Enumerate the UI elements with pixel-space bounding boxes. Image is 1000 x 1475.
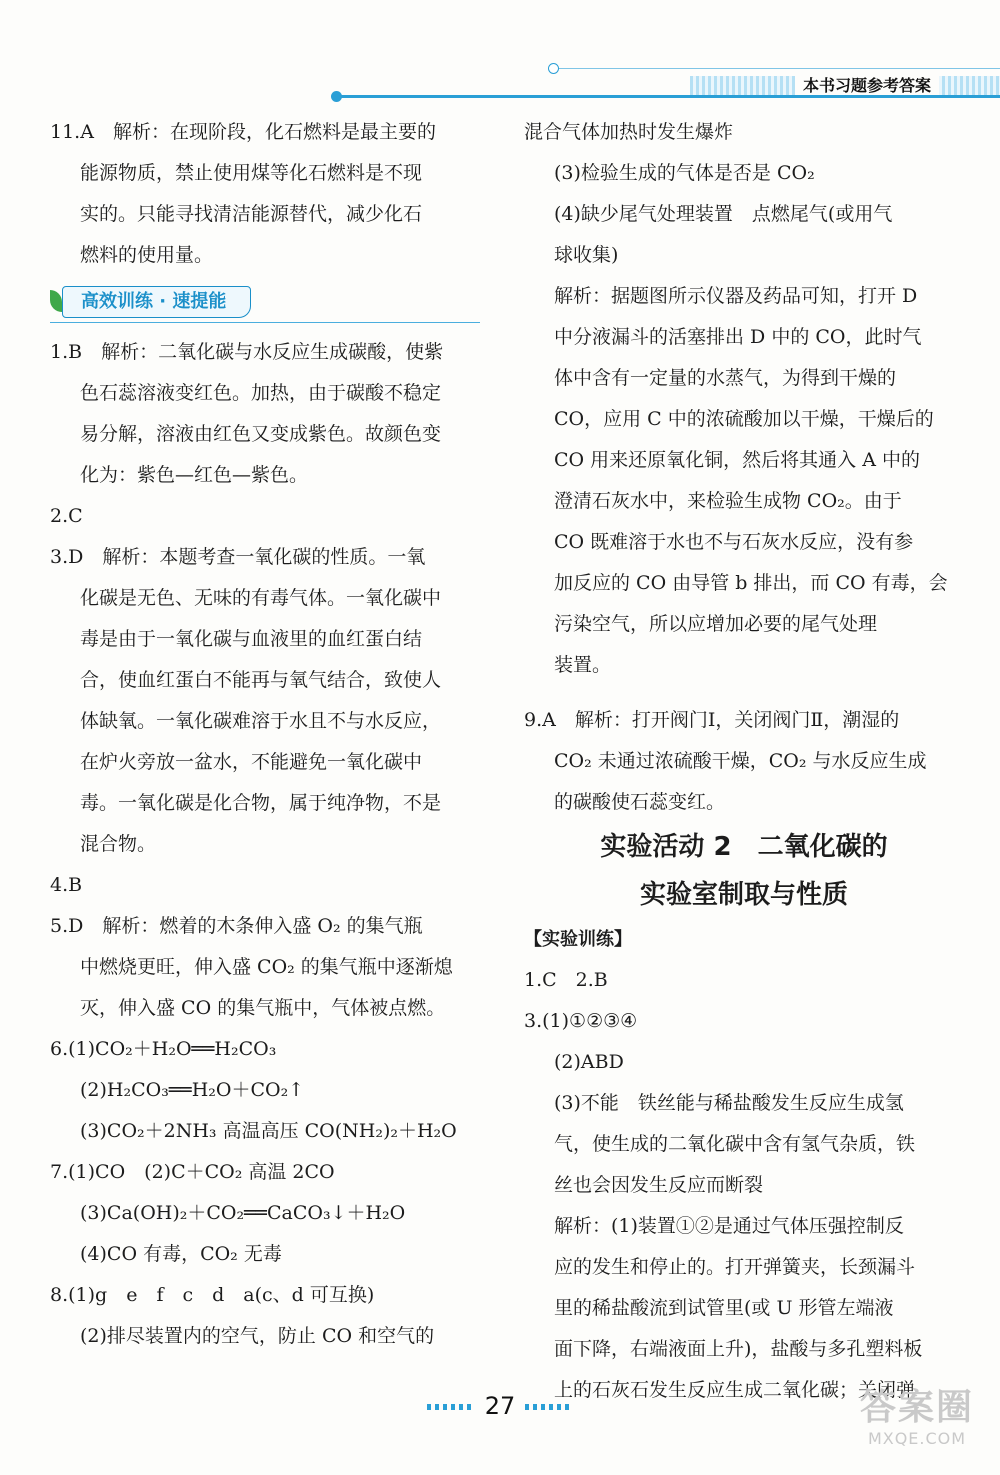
watermark-text: 答案圈 [859, 1387, 974, 1428]
text-line: 丝也会因发生反应而断裂 [554, 1174, 764, 1196]
text-line: 污染空气，所以应增加必要的尾气处理 [554, 613, 878, 635]
text-line: 毒是由于一氧化碳与血液里的血红蛋白结 [80, 628, 423, 650]
text-line: CO 既难溶于水也不与石灰水反应，没有参 [554, 531, 914, 553]
text-line: (2)H₂CO₃══H₂O＋CO₂↑ [80, 1079, 305, 1101]
section-badge-block [50, 276, 482, 332]
text-line: 7.(1)CO (2)C＋CO₂ 高温 2CO [50, 1161, 335, 1183]
dots-ornament-left [427, 1404, 475, 1410]
text-line: 解析：(1)装置①②是通过气体压强控制反 [554, 1215, 904, 1237]
text-line: 11.A 解析：在现阶段，化石燃料是最主要的 [50, 121, 436, 143]
header-thin-rule [548, 68, 1000, 69]
text-line: 色石蕊溶液变红色。加热，由于碳酸不稳定 [80, 382, 442, 404]
text-line: 毒。一氧化碳是化合物，属于纯净物，不是 [80, 792, 442, 814]
text-line: 易分解，溶液由红色又变成紫色。故颜色变 [80, 423, 442, 445]
text-line: CO₂ 未通过浓硫酸干燥，CO₂ 与水反应生成 [554, 750, 927, 772]
text-line: 混合物。 [80, 833, 157, 855]
text-line: 中燃烧更旺，伸入盛 CO₂ 的集气瓶中逐渐熄 [80, 956, 453, 978]
header-rule [335, 95, 1000, 98]
text-line: 1.C 2.B [524, 969, 608, 991]
header-dot [331, 91, 342, 102]
text-line: 4.B [50, 874, 83, 896]
text-line: 化碳是无色、无味的有毒气体。一氧化碳中 [80, 587, 442, 609]
text-line: 体缺氧。一氧化碳难溶于水且不与水反应， [80, 710, 442, 732]
text-line: (3)不能 铁丝能与稀盐酸发生反应生成氢 [554, 1092, 904, 1114]
experiment-answers [524, 960, 964, 1411]
text-line: 澄清石灰水中，来检验生成物 CO₂。由于 [554, 490, 902, 512]
left-column [50, 112, 482, 1357]
text-line: 化为：紫色—红色—紫色。 [80, 464, 309, 486]
text-line: 合，使血红蛋白不能再与氧气结合，致使人 [80, 669, 442, 691]
answer-9 [524, 700, 964, 823]
text-line: 球收集) [554, 244, 619, 266]
header-circle-ornament [548, 63, 559, 74]
section-title-line-2: 实验室制取与性质 [639, 880, 848, 910]
text-line: 的碳酸使石蕊变红。 [554, 791, 726, 813]
text-line: 上的石灰石发生反应生成二氧化碳；关闭弹 [554, 1379, 916, 1401]
text-line: 混合气体加热时发生爆炸 [524, 121, 734, 143]
text-line: 加反应的 CO 由导管 b 排出，而 CO 有毒，会 [554, 572, 948, 594]
text-line: 5.D 解析：燃着的木条伸入盛 O₂ 的集气瓶 [50, 915, 423, 937]
text-line: 灭，伸入盛 CO 的集气瓶中，气体被点燃。 [80, 997, 446, 1019]
text-line: 2.C [50, 505, 83, 527]
watermark [842, 1387, 992, 1457]
text-line: (4)CO 有毒，CO₂ 无毒 [80, 1243, 282, 1265]
text-line: (2)排尽装置内的空气，防止 CO 和空气的 [80, 1325, 435, 1347]
text-line: 8.(1)g e f c d a(c、d 可互换) [50, 1284, 375, 1306]
text-line: 9.A 解析：打开阀门Ⅰ，关闭阀门Ⅱ，潮湿的 [524, 709, 900, 731]
leaf-icon [50, 290, 62, 312]
badge-underline [50, 322, 480, 323]
text-line: 里的稀盐酸流到试管里(或 U 形管左端液 [554, 1297, 894, 1319]
page-number-text: 27 [484, 1392, 516, 1420]
right-column [524, 112, 964, 1411]
text-line: 解析：据题图所示仪器及药品可知，打开 D [554, 285, 918, 307]
text-line: 体中含有一定量的水蒸气，为得到干燥的 [554, 367, 897, 389]
text-line: 装置。 [554, 654, 612, 676]
text-line: 3.D 解析：本题考查一氧化碳的性质。一氧 [50, 546, 426, 568]
text-line: (4)缺少尾气处理装置 点燃尾气(或用气 [554, 203, 893, 225]
text-line: CO 用来还原氧化铜，然后将其通入 A 中的 [554, 449, 920, 471]
section-title-line-1: 实验活动 2 二氧化碳的 [600, 832, 888, 862]
text-line: CO，应用 C 中的浓硫酸加以干燥，干燥后的 [554, 408, 934, 430]
text-line: 3.(1)①②③④ [524, 1010, 638, 1032]
text-line: 在炉火旁放一盆水，不能避免一氧化碳中 [80, 751, 423, 773]
dots-ornament-right [525, 1404, 573, 1410]
header-title: 本书习题参考答案 [795, 75, 939, 97]
text-line: 燃料的使用量。 [80, 244, 214, 266]
text-line: 6.(1)CO₂＋H₂O══H₂CO₃ [50, 1038, 277, 1060]
text-line: 应的发生和停止的。打开弹簧夹，长颈漏斗 [554, 1256, 916, 1278]
text-line: (2)ABD [554, 1051, 624, 1073]
text-line: (3)检验生成的气体是否是 CO₂ [554, 162, 815, 184]
text-line: 面下降，右端液面上升)，盐酸与多孔塑料板 [554, 1338, 923, 1360]
bracket-label: 【实验训练】 [524, 929, 632, 950]
text-line: (3)Ca(OH)₂＋CO₂══CaCO₃↓＋H₂O [80, 1202, 406, 1224]
answer-8-continued [524, 112, 964, 686]
watermark-url: MXQE.COM [867, 1429, 967, 1448]
answers-list [50, 332, 482, 1357]
answer-11 [50, 112, 482, 276]
text-line: 能源物质，禁止使用煤等化石燃料是不现 [80, 162, 423, 184]
text-line: 1.B 解析：二氧化碳与水反应生成碳酸，使紫 [50, 341, 444, 363]
text-line: 气，使生成的二氧化碳中含有氢气杂质，铁 [554, 1133, 916, 1155]
section-badge: 高效训练 · 速提能 [62, 286, 251, 318]
text-line: 中分液漏斗的活塞排出 D 中的 CO，此时气 [554, 326, 922, 348]
text-line: (3)CO₂＋2NH₃ 高温高压 CO(NH₂)₂＋H₂O [80, 1120, 457, 1142]
text-line: 实的。只能寻找清洁能源替代，减少化石 [80, 203, 423, 225]
